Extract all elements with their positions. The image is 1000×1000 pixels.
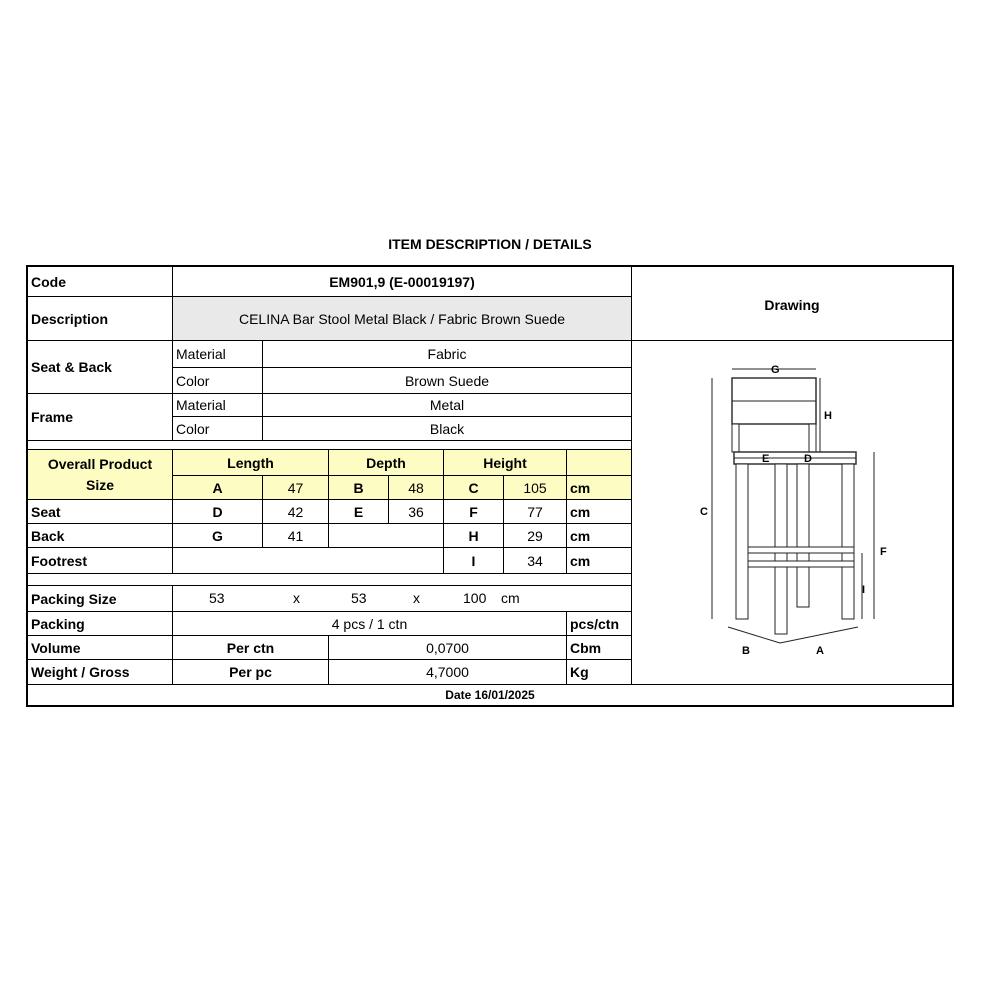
dim-key-c: C bbox=[444, 476, 504, 500]
spacer-row-2 bbox=[28, 574, 632, 586]
dim-key-i: I bbox=[444, 548, 504, 574]
dim-empty-footrest bbox=[173, 548, 444, 574]
packing-label: Packing bbox=[28, 612, 173, 636]
drawing-letter-a: A bbox=[816, 645, 824, 657]
overall-size-label-line2: Size bbox=[85, 476, 114, 493]
packing-size-x1: x bbox=[293, 590, 300, 606]
dim-value-d: 42 bbox=[263, 500, 329, 524]
drawing-area bbox=[632, 341, 952, 685]
dim-key-e: E bbox=[329, 500, 389, 524]
volume-value: 0,0700 bbox=[329, 636, 567, 660]
overall-size-label-line1: Overall Product bbox=[47, 455, 153, 472]
frame-color-value: Black bbox=[263, 417, 632, 441]
packing-size-height: 100 bbox=[463, 590, 487, 606]
weight-per: Per pc bbox=[173, 660, 329, 685]
seat-back-material-label: Material bbox=[173, 341, 263, 368]
volume-label: Volume bbox=[28, 636, 173, 660]
dim-key-d: D bbox=[173, 500, 263, 524]
packing-size-x2: x bbox=[413, 590, 420, 606]
frame-label: Frame bbox=[28, 394, 173, 441]
dim-key-a: A bbox=[173, 476, 263, 500]
packing-size-width: 53 bbox=[209, 590, 225, 606]
dim-unit-footrest: cm bbox=[567, 548, 632, 574]
seat-back-material-value: Fabric bbox=[263, 341, 632, 368]
dim-unit-seat: cm bbox=[567, 500, 632, 524]
drawing-label: Drawing bbox=[632, 267, 952, 341]
spacer-row bbox=[28, 441, 632, 450]
dim-key-f: F bbox=[444, 500, 504, 524]
dim-unit-back: cm bbox=[567, 524, 632, 548]
item-details-sheet bbox=[26, 265, 954, 707]
dim-value-a: 47 bbox=[263, 476, 329, 500]
seat-back-label: Seat & Back bbox=[28, 341, 173, 394]
dim-value-h: 29 bbox=[504, 524, 567, 548]
dim-key-h: H bbox=[444, 524, 504, 548]
drawing-letter-f: F bbox=[880, 546, 887, 558]
frame-color-label: Color bbox=[173, 417, 263, 441]
volume-per: Per ctn bbox=[173, 636, 329, 660]
height-header: Height bbox=[444, 450, 567, 476]
weight-unit: Kg bbox=[567, 660, 632, 685]
footrest-dim-label: Footrest bbox=[28, 548, 173, 574]
dim-value-i: 34 bbox=[504, 548, 567, 574]
drawing-letter-e: E bbox=[762, 453, 770, 465]
bar-stool-drawing bbox=[632, 341, 952, 685]
packing-size-value bbox=[173, 586, 632, 612]
code-value: EM901,9 (E-00019197) bbox=[173, 267, 632, 297]
packing-unit: pcs/ctn bbox=[567, 612, 632, 636]
frame-material-label: Material bbox=[173, 394, 263, 417]
overall-size-label bbox=[28, 450, 173, 500]
description-value: CELINA Bar Stool Metal Black / Fabric Brown Suede bbox=[173, 297, 632, 341]
dim-value-f: 77 bbox=[504, 500, 567, 524]
unit-header bbox=[567, 450, 632, 476]
packing-size-unit: cm bbox=[501, 590, 520, 606]
depth-header: Depth bbox=[329, 450, 444, 476]
code-label: Code bbox=[28, 267, 173, 297]
drawing-letter-i: I bbox=[862, 584, 866, 596]
drawing-letter-d: D bbox=[804, 453, 812, 465]
weight-label: Weight / Gross bbox=[28, 660, 173, 685]
seat-back-color-value: Brown Suede bbox=[263, 368, 632, 394]
weight-value: 4,7000 bbox=[329, 660, 567, 685]
dim-value-e: 36 bbox=[389, 500, 444, 524]
seat-dim-label: Seat bbox=[28, 500, 173, 524]
frame-material-value: Metal bbox=[263, 394, 632, 417]
volume-unit: Cbm bbox=[567, 636, 632, 660]
drawing-letter-h: H bbox=[824, 410, 832, 422]
dim-value-b: 48 bbox=[389, 476, 444, 500]
description-label: Description bbox=[28, 297, 173, 341]
packing-size-label: Packing Size bbox=[28, 586, 173, 612]
dim-unit-overall: cm bbox=[567, 476, 632, 500]
dim-value-g: 41 bbox=[263, 524, 329, 548]
seat-back-color-label: Color bbox=[173, 368, 263, 394]
back-dim-label: Back bbox=[28, 524, 173, 548]
document-title: ITEM DESCRIPTION / DETAILS bbox=[388, 236, 592, 252]
dim-key-g: G bbox=[173, 524, 263, 548]
footer-date: Date 16/01/2025 bbox=[445, 688, 535, 702]
drawing-letter-c: C bbox=[700, 506, 708, 518]
length-header: Length bbox=[173, 450, 329, 476]
dim-key-b: B bbox=[329, 476, 389, 500]
packing-size-depth: 53 bbox=[351, 590, 367, 606]
dim-empty-back-depth bbox=[329, 524, 444, 548]
drawing-letter-g: G bbox=[771, 364, 780, 376]
packing-value: 4 pcs / 1 ctn bbox=[173, 612, 567, 636]
drawing-letter-b: B bbox=[742, 645, 750, 657]
dim-value-c: 105 bbox=[504, 476, 567, 500]
